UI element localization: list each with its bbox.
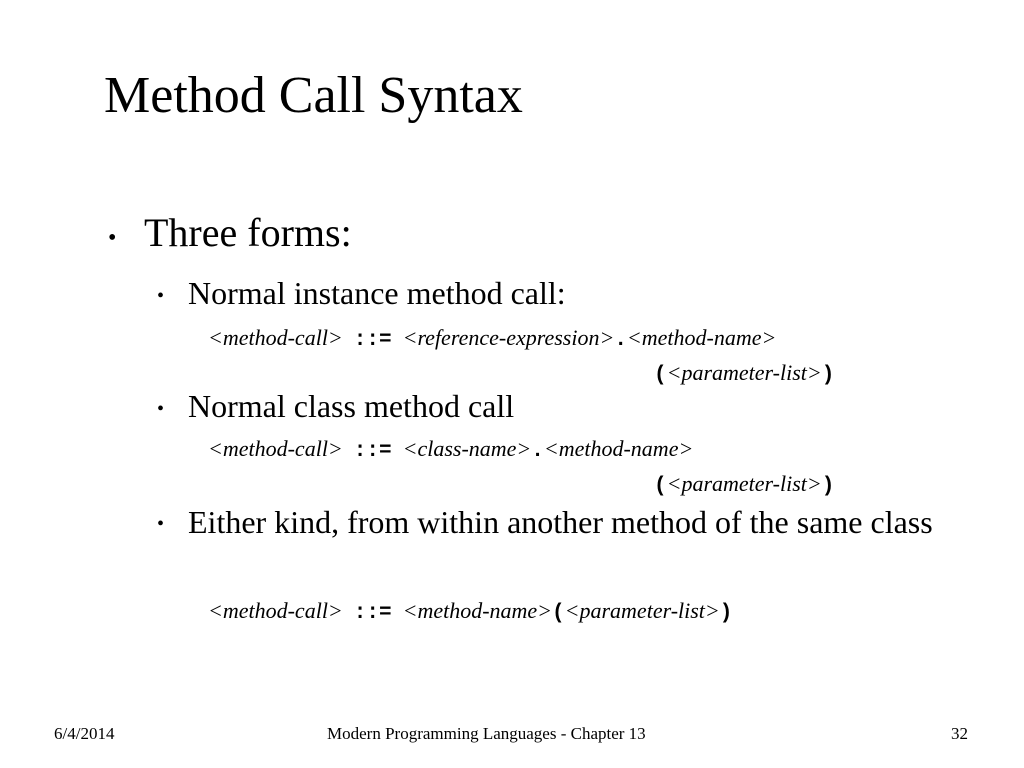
syntax-paren-open: ( [552,602,565,625]
syntax-operator: ::= [353,329,392,352]
bullet-dot: • [108,225,117,251]
syntax-dot: . [614,329,627,352]
footer-date: 6/4/2014 [54,724,115,743]
syntax-lhs: <method-call> [208,598,343,623]
syntax-part: <parameter-list> [666,360,822,385]
syntax-instance-line2 [654,362,834,386]
bullet-three-forms: Three forms: [144,210,352,255]
syntax-operator: ::= [353,440,392,463]
bullet-dot: • [157,285,165,307]
form-label-instance: Normal instance method call: [188,275,566,311]
form-label-same-class: Either kind, from within another method of the same class [188,504,933,540]
syntax-operator: ::= [353,602,392,625]
syntax-paren-open: ( [654,364,667,387]
syntax-paren-close: ) [821,475,835,498]
syntax-part: <parameter-list> [666,471,822,496]
bullet-dot: • [157,513,165,535]
syntax-same-class [208,600,732,624]
syntax-part: <method-name> [626,325,777,350]
syntax-paren-open: ( [654,475,667,498]
syntax-lhs: <method-call> [208,325,343,350]
syntax-part: <method-name> [543,436,694,461]
syntax-paren-close: ) [719,602,733,625]
syntax-instance-line1 [208,327,776,351]
syntax-class-line1 [208,438,693,462]
syntax-part: <method-name> [402,598,553,623]
syntax-part: <parameter-list> [564,598,720,623]
syntax-lhs: <method-call> [208,436,343,461]
slide-title: Method Call Syntax [104,67,523,124]
bullet-dot: • [157,398,165,420]
syntax-dot: . [531,440,544,463]
syntax-paren-close: ) [821,364,835,387]
footer-page-number: 32 [951,724,968,743]
footer-title: Modern Programming Languages - Chapter 13 [327,724,646,743]
syntax-part: <class-name> [402,436,532,461]
syntax-part: <reference-expression> [402,325,615,350]
form-label-class: Normal class method call [188,388,515,424]
syntax-class-line2 [654,473,834,497]
